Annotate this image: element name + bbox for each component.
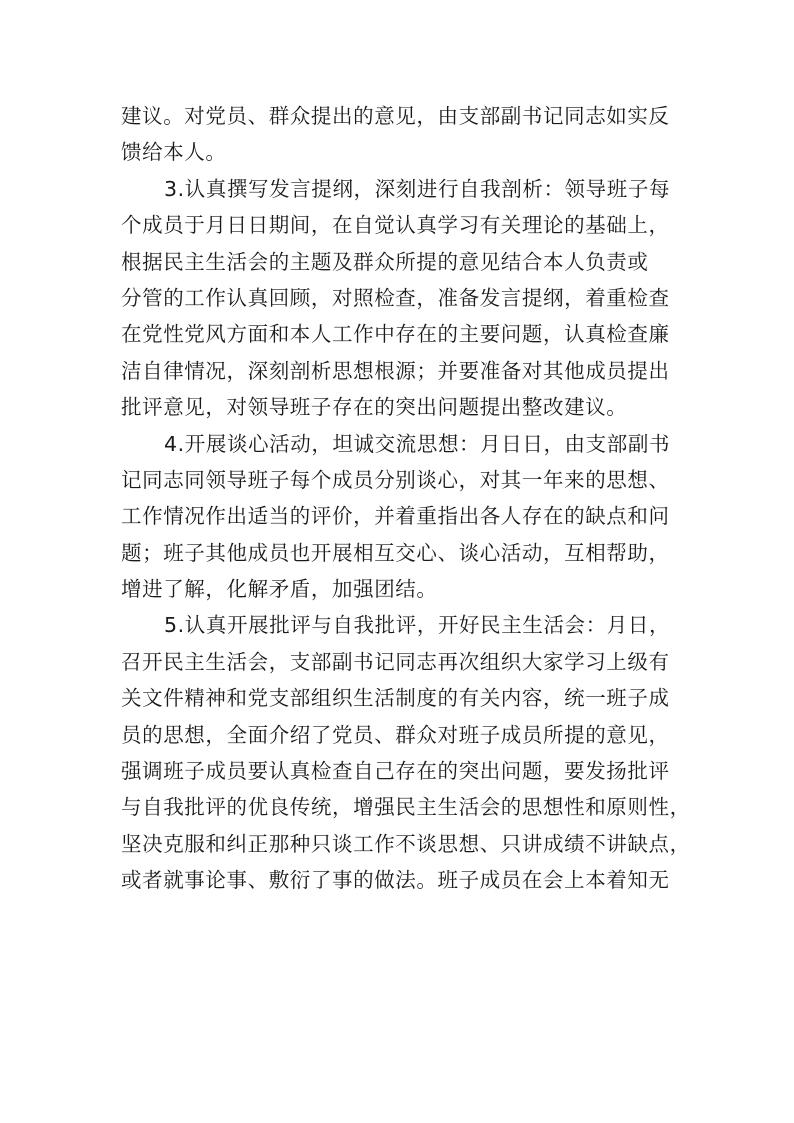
text-line: 分管的工作认真回顾，对照检查，准备发言提纲，着重检查 [121, 285, 670, 310]
text-line: 4.开展谈心活动，坦诚交流思想：月日日，由支部副书 [164, 431, 671, 456]
text-line: 强调班子成员要认真检查自己存在的突出问题，要发扬批评 [121, 759, 670, 784]
text-line: 增进了解，化解矛盾，加强团结。 [121, 577, 438, 602]
text-line: 个成员于月日日期间，在自觉认真学习有关理论的基础上， [121, 213, 670, 238]
text-line: 根据民主生活会的主题及群众所提的意见结合本人负责或 [121, 249, 649, 274]
text-line: 关文件精神和党支部组织生活制度的有关内容，统一班子成 [121, 686, 670, 711]
paragraph-4 [121, 426, 687, 608]
text-line: 馈给本人。 [121, 140, 227, 165]
text-line: 或者就事论事、敷衍了事的做法。班子成员在会上本着知无 [121, 868, 670, 893]
paragraph-5 [121, 607, 691, 898]
paragraph-continuation [121, 98, 687, 171]
text-line: 建议。对党员、群众提出的意见，由支部副书记同志如实反 [121, 104, 670, 128]
text-line: 在党性党风方面和本人工作中存在的主要问题，认真检查廉 [121, 322, 670, 347]
text-line: 工作情况作出适当的评价，并着重指出各人存在的缺点和问 [121, 504, 670, 529]
text-line: 员的思想，全面介绍了党员、群众对班子成员所提的意见， [121, 722, 670, 747]
text-line: 洁自律情况，深刻剖析思想根源；并要准备对其他成员提出 [121, 358, 670, 383]
document-body [121, 98, 691, 899]
paragraph-3 [121, 171, 687, 426]
text-line: 记同志同领导班子每个成员分别谈心，对其一年来的思想、 [121, 467, 670, 492]
text-line: 与自我批评的优良传统，增强民主生活会的思想性和原则性， [121, 795, 691, 820]
text-line: 5.认真开展批评与自我批评，开好民主生活会：月日， [164, 613, 671, 638]
text-line: 题；班子其他成员也开展相互交心、谈心活动，互相帮助， [121, 540, 670, 565]
text-line: 批评意见，对领导班子存在的突出问题提出整改建议。 [121, 395, 628, 420]
text-line: 坚决克服和纠正那种只谈工作不谈思想、只讲成绩不讲缺点， [121, 831, 691, 856]
text-line: 3.认真撰写发言提纲，深刻进行自我剖析：领导班子每 [164, 176, 671, 201]
text-line: 召开民主生活会，支部副书记同志再次组织大家学习上级有 [121, 649, 670, 674]
